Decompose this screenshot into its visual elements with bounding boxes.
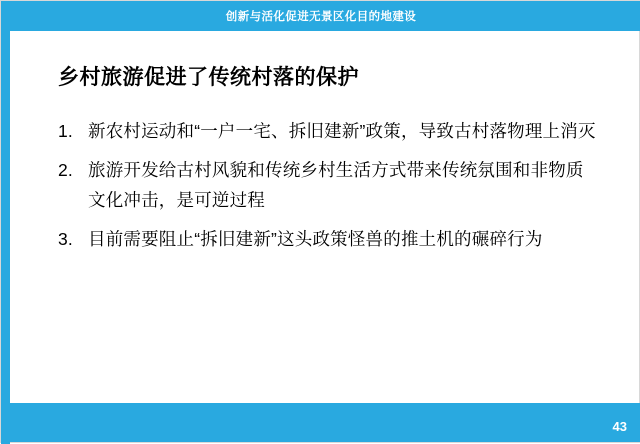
left-accent-bar (1, 31, 10, 444)
list-item-text: 旅游开发给古村风貌和传统乡村生活方式带来传统氛围和非物质文化冲击，是可逆过程 (88, 159, 584, 211)
list-item (58, 116, 601, 147)
list-item-marker: 3. (58, 229, 73, 250)
list-item (58, 155, 601, 216)
page-title: 乡村旅游促进了传统村落的保护 (58, 66, 359, 89)
list-item (58, 224, 601, 255)
page-number: 43 (612, 419, 627, 434)
bullet-list (58, 116, 601, 255)
list-item-text: 目前需要阻止“拆旧建新”这头政策怪兽的推土机的碾碎行为 (88, 229, 543, 250)
header-title: 创新与活化促进无景区化目的地建设 (225, 11, 417, 23)
list-item-marker: 1. (58, 121, 73, 142)
list-item-text: 新农村运动和“一户一宅、拆旧建新”政策，导致古村落物理上消灭 (88, 121, 596, 142)
list-item-marker: 2. (58, 159, 73, 180)
footer-bar (1, 406, 640, 442)
header-bar (1, 1, 640, 31)
slide-content (10, 31, 640, 405)
